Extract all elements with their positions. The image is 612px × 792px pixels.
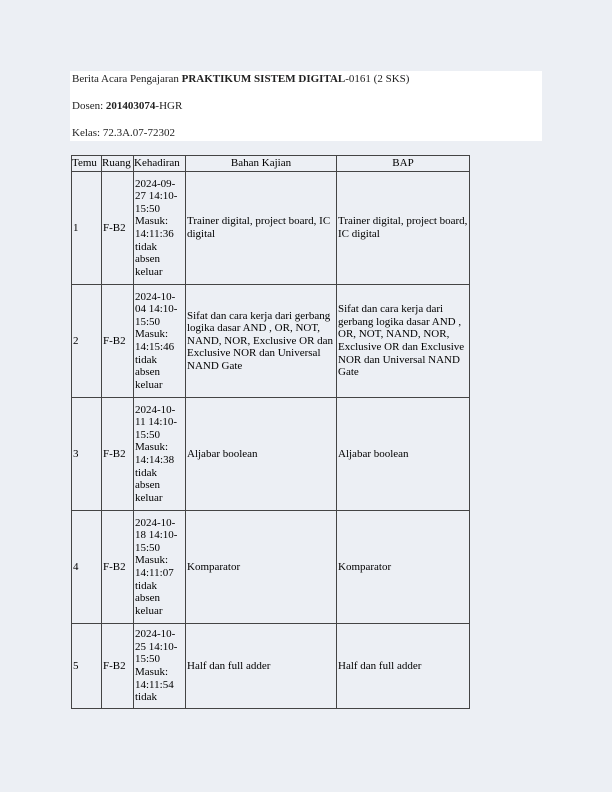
kehadiran-line: tidak xyxy=(135,240,157,253)
col-header-kehadiran: Kehadiran xyxy=(134,156,186,172)
kehadiran-line: tidak xyxy=(135,579,157,592)
table-header-row xyxy=(72,156,470,172)
kehadiran-line: 14:11:07 xyxy=(135,567,174,579)
kehadiran-line: Masuk: xyxy=(135,666,168,678)
cell-temu: 1 xyxy=(72,172,102,285)
cell-ruang: F-B2 xyxy=(102,172,134,285)
kehadiran-line: keluar xyxy=(135,378,163,391)
cell-temu: 4 xyxy=(72,511,102,624)
kehadiran-line: 15:50 xyxy=(135,202,161,215)
kehadiran-line: absen xyxy=(135,592,161,605)
table-row xyxy=(72,511,470,624)
kehadiran-line: absen xyxy=(135,366,161,379)
cell-temu: 5 xyxy=(72,624,102,709)
cell-bahan-kajian: Komparator xyxy=(186,511,337,624)
dosen-suffix: -HGR xyxy=(155,100,183,112)
cell-kehadiran xyxy=(134,172,186,285)
kehadiran-line: 2024-09- xyxy=(135,177,176,190)
table-row xyxy=(72,624,470,709)
col-header-bap: BAP xyxy=(337,156,470,172)
cell-kehadiran xyxy=(134,624,186,709)
cell-kehadiran xyxy=(134,398,186,511)
kehadiran-line: Masuk: xyxy=(135,554,168,567)
cell-temu: 3 xyxy=(72,398,102,511)
cell-bap: Sifat dan cara kerja dari gerbang logika dasar AND , OR, NOT, NAND, NOR, Exclusive OR dan Exclusive NOR dan Universal NAND Gate xyxy=(337,285,470,398)
cell-bap: Trainer digital, project board, IC digital xyxy=(337,172,470,285)
cell-bap: Half dan full adder xyxy=(337,624,470,709)
attendance-table xyxy=(71,155,470,709)
kehadiran-line: Masuk: xyxy=(135,328,168,341)
kehadiran-line: 2024-10- xyxy=(135,628,176,641)
kehadiran-line: 14:11:36 xyxy=(135,228,174,240)
cell-kehadiran xyxy=(134,285,186,398)
kehadiran-line: 14:11:54 xyxy=(135,678,174,691)
table-row xyxy=(72,172,470,285)
cell-ruang: F-B2 xyxy=(102,624,134,709)
kehadiran-line: Masuk: xyxy=(135,215,168,228)
cell-ruang: F-B2 xyxy=(102,398,134,511)
course-suffix: -0161 (2 SKS) xyxy=(345,73,410,85)
dosen-id: 201403074 xyxy=(105,100,156,112)
kehadiran-line: 2024-10- xyxy=(135,290,176,303)
kehadiran-line: 04 14:10- xyxy=(135,303,178,316)
cell-temu: 2 xyxy=(72,285,102,398)
table-body xyxy=(72,172,470,709)
kehadiran-line: 14:14:38 xyxy=(135,454,175,466)
kehadiran-line: 11 14:10- xyxy=(135,416,178,429)
table-row xyxy=(72,398,470,511)
cell-kehadiran xyxy=(134,511,186,624)
kehadiran-line: 15:50 xyxy=(135,653,161,666)
cell-bap: Komparator xyxy=(337,511,470,624)
kehadiran-line: tidak xyxy=(135,353,157,366)
cell-ruang: F-B2 xyxy=(102,511,134,624)
kehadiran-line: 15:50 xyxy=(135,541,161,554)
cell-bahan-kajian: Aljabar boolean xyxy=(186,398,337,511)
table-row xyxy=(72,285,470,398)
kehadiran-line: 18 14:10- xyxy=(135,529,178,542)
cell-bahan-kajian: Trainer digital, project board, IC digital xyxy=(186,172,337,285)
kehadiran-line: keluar xyxy=(135,604,163,617)
kehadiran-line: 2024-10- xyxy=(135,516,176,529)
dosen-label: Dosen: xyxy=(72,100,106,112)
kehadiran-line: 27 14:10- xyxy=(135,190,178,203)
cell-bap: Aljabar boolean xyxy=(337,398,470,511)
kehadiran-line: 14:15:46 xyxy=(135,341,175,353)
col-header-ruang: Ruang xyxy=(102,156,134,172)
cell-ruang: F-B2 xyxy=(102,285,134,398)
report-header xyxy=(70,71,542,141)
kehadiran-line: keluar xyxy=(135,491,163,504)
kehadiran-line: absen xyxy=(135,479,161,492)
kehadiran-line: 25 14:10- xyxy=(135,640,178,653)
kehadiran-line: 15:50 xyxy=(135,315,161,328)
kehadiran-line: 2024-10- xyxy=(135,403,176,416)
kehadiran-line: absen xyxy=(135,253,161,266)
kehadiran-line: tidak xyxy=(135,691,157,704)
col-header-temu: Temu xyxy=(72,156,102,172)
course-name: PRAKTIKUM SISTEM DIGITAL xyxy=(181,73,346,85)
title-prefix: Berita Acara Pengajaran xyxy=(72,73,182,85)
cell-bahan-kajian: Sifat dan cara kerja dari gerbang logika dasar AND , OR, NOT, NAND, NOR, Exclusive OR dan Exclusive NOR dan Universal NAND Gate xyxy=(186,285,337,398)
cell-bahan-kajian: Half dan full adder xyxy=(186,624,337,709)
kehadiran-line: keluar xyxy=(135,265,163,278)
lecturer-line xyxy=(72,100,182,112)
kehadiran-line: tidak xyxy=(135,466,157,479)
report-title xyxy=(72,73,409,85)
kehadiran-line: 15:50 xyxy=(135,428,161,441)
kehadiran-line: Masuk: xyxy=(135,441,168,454)
class-line: Kelas: 72.3A.07-72302 xyxy=(72,127,175,139)
col-header-bahan-kajian: Bahan Kajian xyxy=(186,156,337,172)
